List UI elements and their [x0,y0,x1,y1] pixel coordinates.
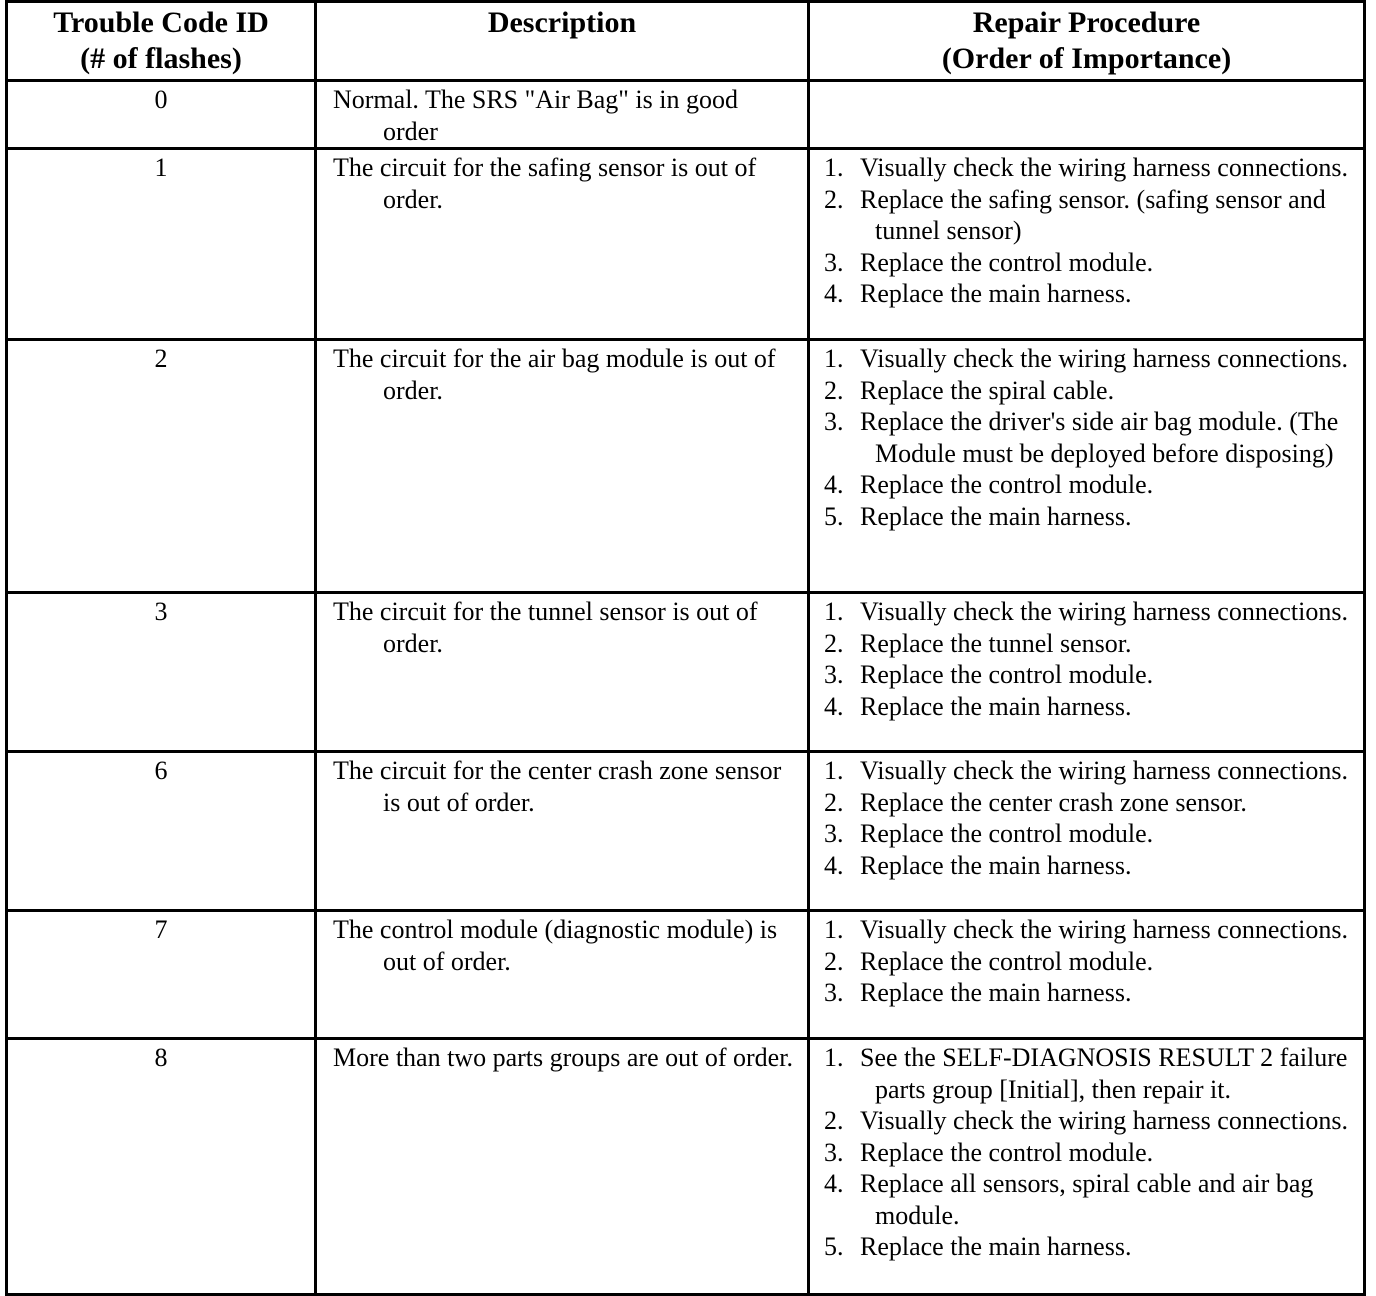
repair-step [824,850,1353,882]
step-number: 1. [824,597,844,626]
repair-step [824,247,1353,279]
repair-step [824,1137,1353,1169]
step-text: Replace the main harness. [860,279,1132,308]
repair-step [824,1105,1353,1137]
repair-procedure-cell [809,81,1365,149]
trouble-code-cell: 8 [7,1039,316,1295]
step-number: 3. [824,1137,844,1167]
step-text: Replace the driver's side air bag module. (The Module must be deployed before disposing) [860,407,1339,468]
step-text: Replace the main harness. [860,501,1132,531]
step-number: 3. [824,660,844,689]
repair-step [824,818,1353,850]
repair-procedure-cell [809,593,1365,752]
step-text: Replace the control module. [860,819,1154,848]
repair-procedure-cell [809,752,1365,911]
repair-steps-list [824,755,1353,881]
step-text: Visually check the wiring harness connections. [860,153,1348,182]
header-line: (Order of Importance) [941,42,1232,75]
repair-step [824,787,1353,819]
step-number: 1. [824,915,844,944]
repair-steps-list [824,914,1353,1009]
repair-procedure-cell [809,1039,1365,1295]
description-text: The circuit for the air bag module is out of order. [333,344,776,405]
trouble-code-cell: 6 [7,752,316,911]
header-line: Repair Procedure [972,6,1201,39]
step-number: 4. [824,850,844,880]
step-text: Replace the control module. [860,946,1154,976]
step-number: 4. [824,279,844,308]
step-text: Replace the tunnel sensor. [860,628,1132,658]
step-number: 1. [824,153,844,182]
repair-step [824,628,1353,660]
description-cell [316,752,809,911]
step-text: Replace the control module. [860,247,1154,277]
description-text: Normal. The SRS "Air Bag" is in good order [333,85,738,146]
repair-step [824,755,1353,787]
repair-step [824,596,1353,628]
trouble-code-cell: 2 [7,340,316,593]
step-number: 2. [824,787,844,817]
repair-steps-list [824,152,1353,310]
repair-step [824,946,1353,978]
header-row [7,2,1365,81]
step-text: Visually check the wiring harness connections. [860,1106,1348,1135]
header-line: Trouble Code ID [53,6,269,39]
table-row [7,911,1365,1039]
step-number: 2. [824,946,844,976]
step-text: Replace the main harness. [860,978,1132,1007]
description-cell [316,911,809,1039]
header-repair-procedure [809,2,1365,81]
repair-procedure-cell [809,149,1365,340]
description-cell [316,1039,809,1295]
repair-step [824,469,1353,501]
step-number: 5. [824,501,844,531]
step-number: 3. [824,247,844,277]
step-number: 2. [824,1106,844,1135]
table-row [7,81,1365,149]
step-number: 5. [824,1232,844,1261]
trouble-code-cell: 1 [7,149,316,340]
table-row [7,149,1365,340]
repair-step [824,691,1353,723]
step-number: 1. [824,344,844,373]
step-text: See the SELF-DIAGNOSIS RESULT 2 failure parts group [Initial], then repair it. [860,1043,1348,1104]
repair-step [824,1168,1353,1231]
step-number: 4. [824,470,844,499]
step-number: 2. [824,375,844,405]
description-text: The control module (diagnostic module) is out of order. [333,915,778,976]
repair-step [824,914,1353,946]
description-cell [316,81,809,149]
trouble-code-cell: 3 [7,593,316,752]
step-text: Replace the main harness. [860,850,1132,880]
step-text: Replace the main harness. [860,1232,1132,1261]
repair-step [824,501,1353,533]
header-description [316,2,809,81]
step-text: Replace the spiral cable. [860,375,1115,405]
table-row [7,593,1365,752]
step-number: 4. [824,691,844,721]
repair-step [824,977,1353,1009]
step-text: Replace the main harness. [860,691,1132,721]
repair-step [824,184,1353,247]
table-row [7,752,1365,911]
repair-step [824,278,1353,310]
step-text: Replace all sensors, spiral cable and air bag module. [860,1169,1314,1230]
header-line: (# of flashes) [80,42,242,75]
repair-steps-list [824,596,1353,722]
table-row [7,340,1365,593]
step-number: 1. [824,756,844,785]
step-number: 2. [824,184,844,214]
step-text: Visually check the wiring harness connections. [860,756,1348,785]
description-text: The circuit for the tunnel sensor is out of order. [333,597,758,658]
header-trouble-code-id [7,2,316,81]
trouble-code-cell: 7 [7,911,316,1039]
step-text: Replace the safing sensor. (safing sensor and tunnel sensor) [860,184,1326,245]
step-number: 2. [824,628,844,658]
repair-procedure-cell [809,340,1365,593]
step-text: Visually check the wiring harness connections. [860,597,1348,626]
repair-step [824,406,1353,469]
description-text: The circuit for the center crash zone sensor is out of order. [333,756,782,817]
step-number: 3. [824,978,844,1007]
step-text: Replace the control module. [860,1137,1154,1167]
step-number: 3. [824,407,844,436]
repair-step [824,375,1353,407]
repair-steps-list [824,343,1353,532]
step-text: Replace the control module. [860,470,1154,499]
repair-step [824,152,1353,184]
repair-step [824,659,1353,691]
description-cell [316,340,809,593]
repair-step [824,1042,1353,1105]
step-text: Replace the center crash zone sensor. [860,787,1247,817]
repair-step [824,343,1353,375]
trouble-code-table [5,0,1366,1296]
step-text: Visually check the wiring harness connections. [860,344,1348,373]
step-text: Replace the control module. [860,660,1154,689]
step-number: 1. [824,1043,844,1072]
repair-procedure-cell [809,911,1365,1039]
trouble-code-cell: 0 [7,81,316,149]
description-cell [316,593,809,752]
repair-steps-list [824,1042,1353,1263]
description-cell [316,149,809,340]
step-number: 4. [824,1169,844,1198]
step-text: Visually check the wiring harness connections. [860,915,1348,944]
table-row [7,1039,1365,1295]
header-line: Description [487,6,637,39]
description-text: More than two parts groups are out of order. [333,1043,793,1072]
description-text: The circuit for the safing sensor is out of order. [333,153,757,214]
repair-step [824,1231,1353,1263]
step-number: 3. [824,819,844,848]
